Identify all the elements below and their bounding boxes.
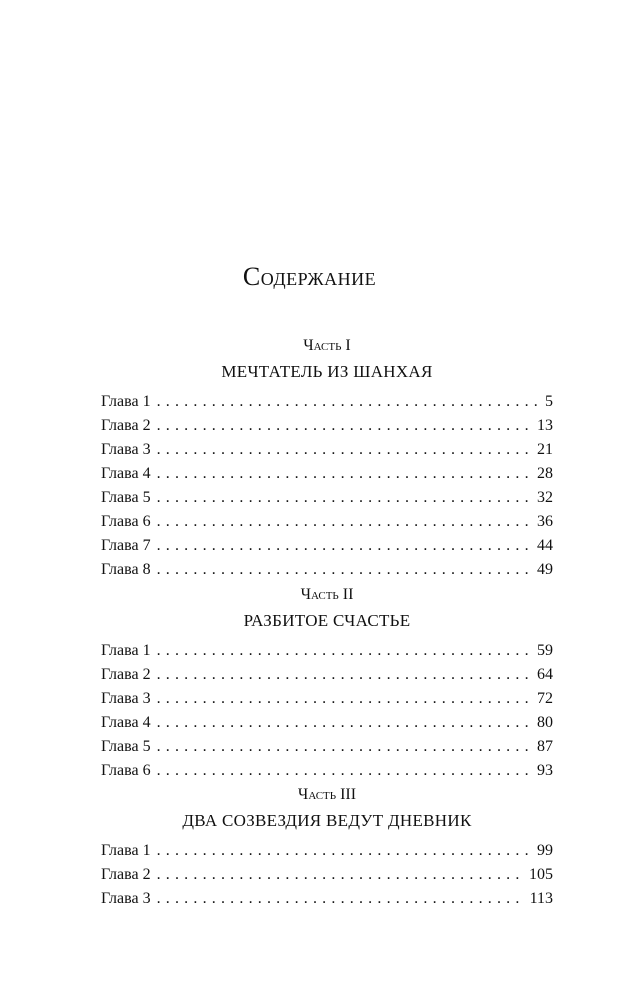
dot-leader: [157, 414, 531, 438]
dot-leader: [157, 462, 531, 486]
part-title: МЕЧТАТЕЛЬ ИЗ ШАНХАЯ: [221, 362, 433, 381]
toc-entry[interactable]: [101, 534, 553, 558]
toc-entry[interactable]: [101, 663, 553, 687]
chapter-label: Глава 4: [101, 465, 151, 482]
dot-leader: [157, 639, 531, 663]
toc-heading: Содержание: [242, 262, 377, 291]
toc-entry[interactable]: [101, 887, 553, 911]
page-number: 13: [537, 417, 553, 434]
dot-leader: [157, 687, 531, 711]
page-number: 64: [537, 666, 553, 683]
chapter-label: Глава 3: [101, 441, 151, 458]
chapter-label: Глава 8: [101, 561, 151, 578]
part-title: ДВА СОЗВЕЗДИЯ ВЕДУТ ДНЕВНИК: [182, 811, 472, 830]
chapter-label: Глава 4: [101, 714, 151, 731]
toc-entry[interactable]: [101, 863, 553, 887]
dot-leader: [157, 534, 531, 558]
page-number: 80: [537, 714, 553, 731]
part-2: [101, 585, 553, 783]
dot-leader: [157, 839, 531, 863]
toc-entry[interactable]: [101, 390, 553, 414]
toc-entry[interactable]: [101, 462, 553, 486]
page-number: 49: [537, 561, 553, 578]
dot-leader: [157, 759, 531, 783]
part-title: РАЗБИТОЕ СЧАСТЬЕ: [243, 611, 411, 630]
toc-entry[interactable]: [101, 438, 553, 462]
dot-leader: [157, 663, 531, 687]
page-number: 36: [537, 513, 553, 530]
dot-leader: [157, 438, 531, 462]
dot-leader: [157, 711, 531, 735]
page-number: 87: [537, 738, 553, 755]
toc-entry[interactable]: [101, 510, 553, 534]
chapter-label: Глава 1: [101, 393, 151, 410]
page-number: 105: [529, 866, 553, 883]
toc-entry[interactable]: [101, 558, 553, 582]
page-number: 28: [537, 465, 553, 482]
chapter-label: Глава 2: [101, 666, 151, 683]
page-number: 44: [537, 537, 553, 554]
dot-leader: [157, 486, 531, 510]
page-number: 113: [529, 890, 553, 907]
chapter-label: Глава 1: [101, 642, 151, 659]
part-label: Часть III: [297, 786, 357, 803]
chapter-label: Глава 2: [101, 417, 151, 434]
dot-leader: [157, 510, 531, 534]
toc-entry[interactable]: [101, 639, 553, 663]
dot-leader: [157, 558, 531, 582]
chapter-label: Глава 5: [101, 738, 151, 755]
page-number: 99: [537, 842, 553, 859]
page-number: 21: [537, 441, 553, 458]
part-3: [101, 785, 553, 911]
part-label: Часть I: [303, 337, 351, 354]
toc-entry[interactable]: [101, 759, 553, 783]
chapter-label: Глава 3: [101, 890, 151, 907]
page-number: 72: [537, 690, 553, 707]
dot-leader: [157, 887, 524, 911]
chapter-label: Глава 5: [101, 489, 151, 506]
chapter-label: Глава 6: [101, 762, 151, 779]
chapter-label: Глава 6: [101, 513, 151, 530]
toc-entry[interactable]: [101, 735, 553, 759]
toc-entry[interactable]: [101, 414, 553, 438]
dot-leader: [157, 390, 537, 414]
toc-entry[interactable]: [101, 687, 553, 711]
toc-entry[interactable]: [101, 486, 553, 510]
chapter-label: Глава 2: [101, 866, 151, 883]
page-number: 5: [545, 393, 553, 410]
dot-leader: [157, 735, 531, 759]
dot-leader: [157, 863, 523, 887]
chapter-label: Глава 1: [101, 842, 151, 859]
page-number: 59: [537, 642, 553, 659]
page-number: 93: [537, 762, 553, 779]
part-label: Часть II: [300, 586, 354, 603]
toc-entry[interactable]: [101, 711, 553, 735]
page-number: 32: [537, 489, 553, 506]
chapter-label: Глава 3: [101, 690, 151, 707]
part-1: [101, 336, 553, 582]
chapter-label: Глава 7: [101, 537, 151, 554]
toc-entry[interactable]: [101, 839, 553, 863]
